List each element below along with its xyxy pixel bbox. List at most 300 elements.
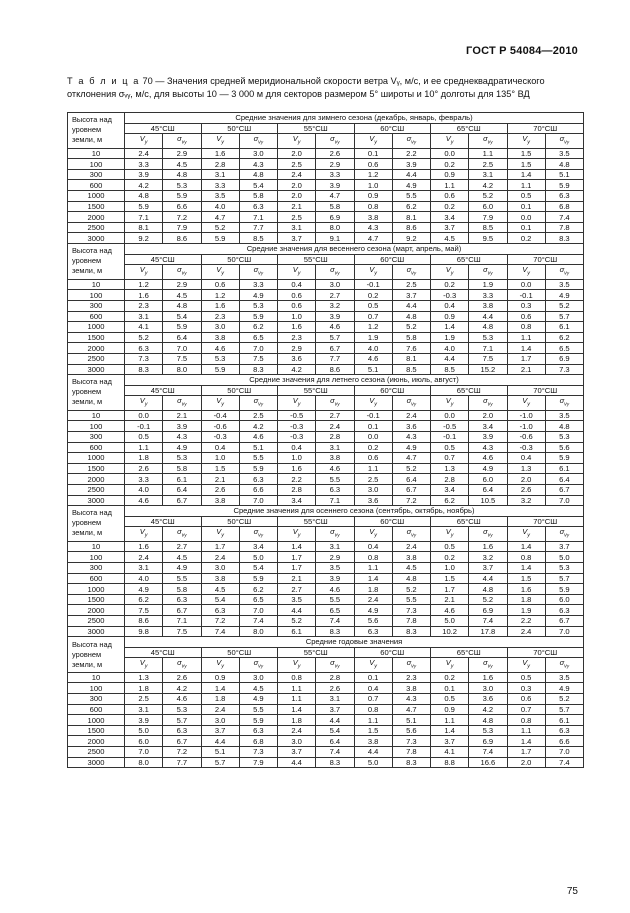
value-cell: 0.9 bbox=[431, 311, 469, 322]
value-cell: 16.6 bbox=[469, 757, 507, 768]
value-cell: -1.0 bbox=[507, 410, 545, 421]
value-cell: 0.1 bbox=[431, 683, 469, 694]
value-cell: 5.7 bbox=[545, 704, 583, 715]
table-row bbox=[68, 343, 584, 354]
value-cell: 4.5 bbox=[163, 290, 201, 301]
value-cell: 7.2 bbox=[163, 747, 201, 758]
value-cell: 4.9 bbox=[163, 563, 201, 574]
value-cell: 3.4 bbox=[431, 212, 469, 223]
altitude-cell: 2000 bbox=[68, 736, 125, 747]
value-cell: -0.4 bbox=[201, 410, 239, 421]
value-cell: 4.7 bbox=[392, 453, 430, 464]
value-cell: 3.0 bbox=[239, 672, 277, 683]
value-cell: 6.6 bbox=[163, 201, 201, 212]
value-cell: 1.8 bbox=[125, 453, 163, 464]
value-cell: 4.7 bbox=[201, 212, 239, 223]
value-cell: 6.8 bbox=[545, 201, 583, 212]
latitude-header: 70°СШ bbox=[507, 516, 584, 527]
value-cell: 4.4 bbox=[392, 300, 430, 311]
value-cell: 6.2 bbox=[239, 584, 277, 595]
value-cell: 0.1 bbox=[354, 148, 392, 159]
value-cell: 1.1 bbox=[431, 180, 469, 191]
value-cell: 2.8 bbox=[431, 474, 469, 485]
altitude-cell: 600 bbox=[68, 442, 125, 453]
altitude-cell: 2500 bbox=[68, 222, 125, 233]
altitude-cell: 1000 bbox=[68, 715, 125, 726]
value-cell: -0.3 bbox=[278, 431, 316, 442]
value-cell: 6.3 bbox=[354, 626, 392, 637]
value-cell: 0.5 bbox=[431, 541, 469, 552]
value-cell: 4.1 bbox=[431, 747, 469, 758]
section-title: Средние значения для весеннего сезона (март, апрель, май) bbox=[125, 244, 584, 255]
value-cell: 3.4 bbox=[239, 541, 277, 552]
section-title: Средние годовые значения bbox=[125, 637, 584, 648]
value-cell: 7.5 bbox=[125, 605, 163, 616]
value-cell: 0.3 bbox=[507, 683, 545, 694]
value-cell: 5.1 bbox=[354, 364, 392, 375]
value-cell: 1.7 bbox=[278, 563, 316, 574]
value-cell: 0.6 bbox=[431, 191, 469, 202]
value-cell: 3.7 bbox=[431, 736, 469, 747]
value-cell: 3.8 bbox=[469, 300, 507, 311]
value-cell: 8.3 bbox=[392, 626, 430, 637]
latitude-header: 45°СШ bbox=[125, 385, 202, 396]
value-cell: 3.3 bbox=[239, 279, 277, 290]
std-dev-subheader: $\sigma_{vy}$ bbox=[163, 527, 201, 542]
latitude-header: 70°СШ bbox=[507, 647, 584, 658]
value-cell: 2.4 bbox=[316, 421, 354, 432]
value-cell: 4.8 bbox=[469, 715, 507, 726]
value-cell: 2.2 bbox=[392, 148, 430, 159]
altitude-cell: 2500 bbox=[68, 484, 125, 495]
value-cell: 6.4 bbox=[392, 474, 430, 485]
value-cell: 5.2 bbox=[469, 191, 507, 202]
value-cell: 8.3 bbox=[125, 364, 163, 375]
std-dev-subheader: $\sigma_{vy}$ bbox=[316, 396, 354, 411]
value-cell: 1.2 bbox=[125, 279, 163, 290]
value-cell: 6.9 bbox=[316, 212, 354, 223]
value-cell: 5.9 bbox=[125, 201, 163, 212]
value-cell: 0.5 bbox=[431, 442, 469, 453]
value-cell: 2.2 bbox=[507, 616, 545, 627]
value-cell: 3.7 bbox=[201, 725, 239, 736]
std-dev-subheader: $\sigma_{vy}$ bbox=[163, 396, 201, 411]
value-cell: 6.8 bbox=[239, 736, 277, 747]
value-cell: 8.0 bbox=[125, 757, 163, 768]
value-cell: 3.7 bbox=[431, 222, 469, 233]
latitude-header: 70°СШ bbox=[507, 123, 584, 134]
mean-speed-subheader: $V_y$ bbox=[201, 396, 239, 411]
mean-speed-subheader: $V_y$ bbox=[431, 396, 469, 411]
table-row bbox=[68, 364, 584, 375]
value-cell: 0.9 bbox=[201, 672, 239, 683]
value-cell: 3.3 bbox=[316, 169, 354, 180]
table-row bbox=[68, 279, 584, 290]
altitude-cell: 2500 bbox=[68, 747, 125, 758]
std-dev-subheader: $\sigma_{vy}$ bbox=[545, 265, 583, 280]
table-row bbox=[68, 431, 584, 442]
value-cell: 4.6 bbox=[316, 463, 354, 474]
value-cell: 1.7 bbox=[507, 353, 545, 364]
value-cell: 0.0 bbox=[507, 212, 545, 223]
table-row bbox=[68, 453, 584, 464]
value-cell: 3.0 bbox=[469, 683, 507, 694]
value-cell: 6.7 bbox=[392, 484, 430, 495]
value-cell: 6.0 bbox=[469, 474, 507, 485]
value-cell: 4.8 bbox=[125, 191, 163, 202]
value-cell: -0.1 bbox=[431, 431, 469, 442]
value-cell: 2.2 bbox=[278, 474, 316, 485]
value-cell: 2.4 bbox=[201, 704, 239, 715]
value-cell: 8.3 bbox=[545, 233, 583, 244]
mean-speed-subheader: $V_y$ bbox=[278, 396, 316, 411]
value-cell: 4.0 bbox=[125, 573, 163, 584]
value-cell: 4.4 bbox=[431, 353, 469, 364]
value-cell: 0.4 bbox=[354, 541, 392, 552]
value-cell: -0.1 bbox=[507, 290, 545, 301]
mean-speed-subheader: $V_y$ bbox=[431, 134, 469, 149]
value-cell: 6.3 bbox=[239, 474, 277, 485]
value-cell: 5.9 bbox=[545, 453, 583, 464]
value-cell: 5.3 bbox=[163, 180, 201, 191]
value-cell: 6.1 bbox=[278, 626, 316, 637]
altitude-cell: 2000 bbox=[68, 343, 125, 354]
latitude-header: 45°СШ bbox=[125, 123, 202, 134]
value-cell: 7.9 bbox=[469, 212, 507, 223]
mean-speed-subheader: $V_y$ bbox=[125, 265, 163, 280]
value-cell: 4.4 bbox=[201, 736, 239, 747]
std-dev-subheader: $\sigma_{vy}$ bbox=[469, 265, 507, 280]
value-cell: 1.7 bbox=[507, 747, 545, 758]
value-cell: 4.8 bbox=[392, 311, 430, 322]
altitude-cell: 2500 bbox=[68, 616, 125, 627]
value-cell: 2.7 bbox=[316, 290, 354, 301]
value-cell: 0.4 bbox=[507, 453, 545, 464]
value-cell: 0.0 bbox=[431, 148, 469, 159]
value-cell: 7.4 bbox=[239, 616, 277, 627]
altitude-cell: 10 bbox=[68, 148, 125, 159]
std-dev-subheader: $\sigma_{vy}$ bbox=[469, 396, 507, 411]
value-cell: 5.5 bbox=[239, 704, 277, 715]
value-cell: 3.1 bbox=[316, 541, 354, 552]
std-dev-subheader: $\sigma_{vy}$ bbox=[239, 658, 277, 673]
value-cell: -0.5 bbox=[278, 410, 316, 421]
altitude-cell: 2000 bbox=[68, 474, 125, 485]
value-cell: 3.9 bbox=[469, 431, 507, 442]
value-cell: 0.7 bbox=[354, 694, 392, 705]
value-cell: 0.6 bbox=[354, 453, 392, 464]
value-cell: 0.0 bbox=[431, 410, 469, 421]
value-cell: 4.9 bbox=[125, 584, 163, 595]
value-cell: 1.2 bbox=[354, 322, 392, 333]
value-cell: 0.4 bbox=[278, 279, 316, 290]
value-cell: 1.3 bbox=[431, 463, 469, 474]
mean-speed-subheader: $V_y$ bbox=[278, 134, 316, 149]
value-cell: 4.2 bbox=[239, 421, 277, 432]
mean-speed-subheader: $V_y$ bbox=[354, 658, 392, 673]
value-cell: 4.3 bbox=[354, 222, 392, 233]
value-cell: 5.8 bbox=[239, 191, 277, 202]
value-cell: 1.4 bbox=[507, 736, 545, 747]
value-cell: 6.3 bbox=[545, 191, 583, 202]
latitude-header: 60°СШ bbox=[354, 647, 431, 658]
value-cell: 3.8 bbox=[354, 212, 392, 223]
std-dev-subheader: $\sigma_{vy}$ bbox=[469, 658, 507, 673]
table-row bbox=[68, 322, 584, 333]
value-cell: 3.0 bbox=[201, 563, 239, 574]
value-cell: 3.4 bbox=[278, 495, 316, 506]
value-cell: 3.6 bbox=[392, 421, 430, 432]
value-cell: 1.4 bbox=[507, 541, 545, 552]
value-cell: 0.6 bbox=[278, 300, 316, 311]
value-cell: 3.2 bbox=[469, 552, 507, 563]
table-row bbox=[68, 672, 584, 683]
value-cell: 7.0 bbox=[163, 343, 201, 354]
value-cell: 7.1 bbox=[239, 212, 277, 223]
value-cell: -0.5 bbox=[431, 421, 469, 432]
altitude-cell: 1500 bbox=[68, 725, 125, 736]
value-cell: 5.3 bbox=[201, 353, 239, 364]
value-cell: 2.5 bbox=[392, 279, 430, 290]
latitude-header: 65°СШ bbox=[431, 516, 508, 527]
value-cell: 4.9 bbox=[545, 290, 583, 301]
value-cell: 4.7 bbox=[392, 704, 430, 715]
value-cell: 5.1 bbox=[201, 747, 239, 758]
std-dev-subheader: $\sigma_{vy}$ bbox=[469, 527, 507, 542]
altitude-cell: 600 bbox=[68, 573, 125, 584]
table-row bbox=[68, 180, 584, 191]
value-cell: 3.7 bbox=[316, 704, 354, 715]
value-cell: 2.4 bbox=[125, 552, 163, 563]
value-cell: 0.6 bbox=[278, 290, 316, 301]
value-cell: 3.8 bbox=[354, 736, 392, 747]
value-cell: 7.8 bbox=[545, 222, 583, 233]
value-cell: 4.8 bbox=[469, 584, 507, 595]
value-cell: 2.9 bbox=[163, 279, 201, 290]
altitude-cell: 1000 bbox=[68, 322, 125, 333]
value-cell: 6.6 bbox=[545, 736, 583, 747]
latitude-header: 60°СШ bbox=[354, 123, 431, 134]
value-cell: 8.3 bbox=[239, 364, 277, 375]
value-cell: 10.2 bbox=[431, 626, 469, 637]
value-cell: 3.0 bbox=[316, 279, 354, 290]
table-row bbox=[68, 704, 584, 715]
latitude-header-row bbox=[68, 254, 584, 265]
value-cell: 5.8 bbox=[163, 463, 201, 474]
value-cell: -0.1 bbox=[125, 421, 163, 432]
value-cell: 8.6 bbox=[392, 222, 430, 233]
value-cell: 3.1 bbox=[201, 169, 239, 180]
value-cell: 1.6 bbox=[201, 300, 239, 311]
value-cell: 6.2 bbox=[392, 201, 430, 212]
value-cell: 3.6 bbox=[354, 495, 392, 506]
table-row bbox=[68, 332, 584, 343]
value-cell: 3.2 bbox=[316, 300, 354, 311]
page-number: 75 bbox=[566, 886, 578, 897]
std-dev-subheader: $\sigma_{vy}$ bbox=[239, 527, 277, 542]
altitude-cell: 1000 bbox=[68, 453, 125, 464]
value-cell: 8.3 bbox=[316, 626, 354, 637]
latitude-header-row bbox=[68, 123, 584, 134]
value-cell: 8.8 bbox=[431, 757, 469, 768]
value-cell: 5.7 bbox=[201, 757, 239, 768]
latitude-header: 45°СШ bbox=[125, 254, 202, 265]
value-cell: 0.1 bbox=[507, 222, 545, 233]
value-cell: 5.2 bbox=[545, 300, 583, 311]
latitude-header: 60°СШ bbox=[354, 385, 431, 396]
value-cell: 0.4 bbox=[354, 683, 392, 694]
value-cell: 4.6 bbox=[239, 431, 277, 442]
latitude-header: 50°СШ bbox=[201, 385, 278, 396]
value-cell: 1.1 bbox=[507, 332, 545, 343]
value-cell: 1.0 bbox=[431, 563, 469, 574]
value-cell: 2.4 bbox=[507, 626, 545, 637]
value-cell: 5.4 bbox=[239, 563, 277, 574]
value-cell: 5.0 bbox=[545, 552, 583, 563]
value-cell: 8.6 bbox=[163, 233, 201, 244]
section-title-row bbox=[68, 244, 584, 255]
altitude-cell: 100 bbox=[68, 290, 125, 301]
altitude-header: Высота над уровнем земли, м bbox=[68, 375, 125, 411]
value-cell: 8.5 bbox=[431, 364, 469, 375]
value-cell: 7.0 bbox=[545, 747, 583, 758]
value-cell: 4.8 bbox=[239, 169, 277, 180]
value-cell: 1.6 bbox=[278, 463, 316, 474]
mean-speed-subheader: $V_y$ bbox=[201, 658, 239, 673]
value-cell: 0.6 bbox=[201, 279, 239, 290]
value-cell: 0.5 bbox=[125, 431, 163, 442]
value-cell: 5.5 bbox=[392, 191, 430, 202]
value-cell: 6.3 bbox=[163, 594, 201, 605]
value-cell: 1.5 bbox=[507, 159, 545, 170]
value-cell: 1.8 bbox=[354, 584, 392, 595]
value-cell: 1.5 bbox=[201, 463, 239, 474]
value-cell: 4.4 bbox=[469, 311, 507, 322]
value-cell: 8.1 bbox=[392, 353, 430, 364]
value-cell: 0.6 bbox=[507, 311, 545, 322]
value-cell: 3.5 bbox=[545, 672, 583, 683]
value-cell: 5.9 bbox=[239, 311, 277, 322]
latitude-header: 65°СШ bbox=[431, 123, 508, 134]
value-cell: 3.3 bbox=[125, 159, 163, 170]
value-cell: 5.4 bbox=[201, 594, 239, 605]
latitude-header: 60°СШ bbox=[354, 516, 431, 527]
value-cell: 4.4 bbox=[469, 573, 507, 584]
value-cell: 1.9 bbox=[469, 279, 507, 290]
value-cell: 6.1 bbox=[545, 322, 583, 333]
value-cell: 0.5 bbox=[507, 672, 545, 683]
value-cell: 5.1 bbox=[239, 442, 277, 453]
value-cell: 7.4 bbox=[545, 757, 583, 768]
value-cell: 2.6 bbox=[316, 683, 354, 694]
value-cell: 1.1 bbox=[469, 148, 507, 159]
value-cell: 3.1 bbox=[125, 563, 163, 574]
value-cell: 0.7 bbox=[507, 704, 545, 715]
value-cell: 2.0 bbox=[278, 191, 316, 202]
altitude-cell: 100 bbox=[68, 159, 125, 170]
value-cell: 2.6 bbox=[316, 148, 354, 159]
value-cell: 5.9 bbox=[545, 180, 583, 191]
value-cell: 6.6 bbox=[239, 484, 277, 495]
value-cell: 4.2 bbox=[469, 180, 507, 191]
mean-speed-subheader: $V_y$ bbox=[278, 265, 316, 280]
value-cell: 4.0 bbox=[354, 343, 392, 354]
value-cell: 5.7 bbox=[163, 715, 201, 726]
value-cell: 5.9 bbox=[163, 322, 201, 333]
value-cell: 1.1 bbox=[278, 683, 316, 694]
value-cell: 3.9 bbox=[125, 169, 163, 180]
value-cell: 1.5 bbox=[507, 573, 545, 584]
value-cell: 2.7 bbox=[163, 541, 201, 552]
value-cell: 3.1 bbox=[469, 169, 507, 180]
value-cell: 3.5 bbox=[201, 191, 239, 202]
value-cell: 1.0 bbox=[201, 453, 239, 464]
value-cell: 3.7 bbox=[278, 233, 316, 244]
value-cell: 5.2 bbox=[545, 694, 583, 705]
value-cell: 1.2 bbox=[354, 169, 392, 180]
mean-speed-subheader: $V_y$ bbox=[125, 658, 163, 673]
value-cell: 6.2 bbox=[125, 594, 163, 605]
value-cell: -0.3 bbox=[278, 421, 316, 432]
value-cell: 1.8 bbox=[125, 683, 163, 694]
value-cell: 1.3 bbox=[125, 672, 163, 683]
value-cell: 4.5 bbox=[201, 584, 239, 595]
value-cell: 3.4 bbox=[431, 484, 469, 495]
value-cell: 2.8 bbox=[201, 159, 239, 170]
value-cell: 5.2 bbox=[392, 322, 430, 333]
latitude-header: 60°СШ bbox=[354, 254, 431, 265]
subheader-row bbox=[68, 527, 584, 542]
value-cell: 6.0 bbox=[469, 201, 507, 212]
value-cell: 2.5 bbox=[469, 159, 507, 170]
table-row bbox=[68, 563, 584, 574]
value-cell: 6.3 bbox=[239, 725, 277, 736]
value-cell: 3.1 bbox=[125, 311, 163, 322]
value-cell: 5.7 bbox=[545, 311, 583, 322]
value-cell: 1.3 bbox=[507, 463, 545, 474]
value-cell: 5.9 bbox=[201, 364, 239, 375]
value-cell: 4.0 bbox=[201, 201, 239, 212]
value-cell: 3.8 bbox=[201, 495, 239, 506]
value-cell: 1.6 bbox=[469, 672, 507, 683]
value-cell: 1.4 bbox=[354, 573, 392, 584]
value-cell: 4.0 bbox=[125, 484, 163, 495]
mean-speed-subheader: $V_y$ bbox=[278, 658, 316, 673]
value-cell: 1.4 bbox=[278, 541, 316, 552]
value-cell: 7.6 bbox=[392, 343, 430, 354]
value-cell: 0.5 bbox=[431, 694, 469, 705]
mean-speed-subheader: $V_y$ bbox=[278, 527, 316, 542]
value-cell: 5.6 bbox=[354, 616, 392, 627]
latitude-header: 65°СШ bbox=[431, 254, 508, 265]
altitude-cell: 2500 bbox=[68, 353, 125, 364]
value-cell: 4.7 bbox=[354, 233, 392, 244]
value-cell: 2.6 bbox=[125, 463, 163, 474]
wind-speed-table bbox=[67, 112, 584, 768]
std-dev-subheader: $\sigma_{vy}$ bbox=[392, 265, 430, 280]
value-cell: 5.0 bbox=[239, 552, 277, 563]
value-cell: -0.1 bbox=[354, 279, 392, 290]
table-row bbox=[68, 169, 584, 180]
value-cell: 4.6 bbox=[469, 453, 507, 464]
value-cell: 3.6 bbox=[469, 694, 507, 705]
mean-speed-subheader: $V_y$ bbox=[507, 396, 545, 411]
table-row bbox=[68, 311, 584, 322]
value-cell: 2.1 bbox=[278, 201, 316, 212]
mean-speed-subheader: $V_y$ bbox=[354, 527, 392, 542]
value-cell: 0.2 bbox=[354, 290, 392, 301]
std-dev-subheader: $\sigma_{vy}$ bbox=[163, 134, 201, 149]
